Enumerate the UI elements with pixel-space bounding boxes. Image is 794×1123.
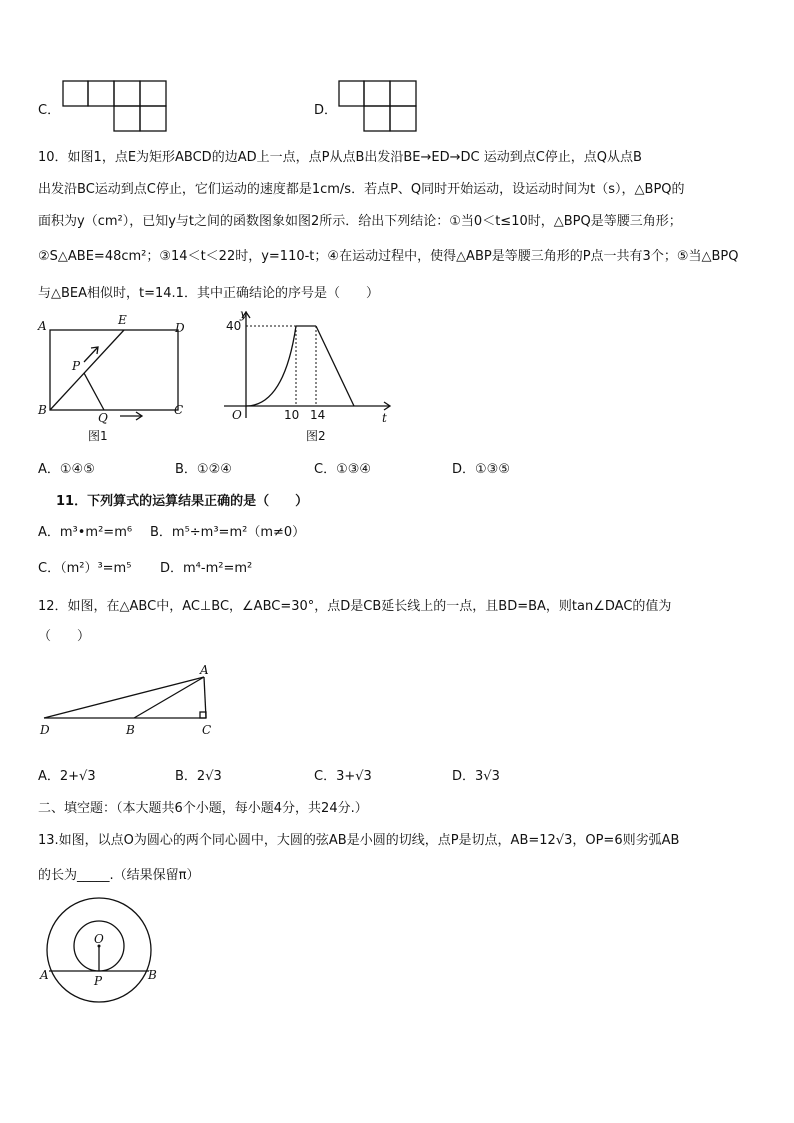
q10-line-1: 10．如图1，点E为矩形ABCD的边AD上一点，点P从点B出发沿BE→ED→DC 运动到点C停止，点Q从点B [38, 150, 642, 165]
q13-figure [34, 895, 164, 1015]
label-a: A [38, 319, 47, 333]
label-o: O [94, 932, 104, 946]
falling-segment [316, 326, 354, 406]
q13-line-2: 的长为_____.（结果保留π） [38, 868, 200, 883]
label-40: 40 [226, 319, 242, 333]
rectangle-abcd [50, 330, 178, 410]
label-y: y [240, 307, 247, 321]
q9-option-c-label: C． [38, 103, 61, 118]
label-c: C [174, 403, 184, 417]
q12-line-1: 12．如图，在△ABC中，AC⊥BC，∠ABC=30°，点D是CB延长线上的一点，且BD=BA，则tan∠DAC的值为 [38, 599, 672, 614]
label-14: 14 [310, 408, 326, 422]
label-b: B [148, 968, 157, 982]
q9d-square-4 [364, 106, 390, 131]
q9c-square-1 [63, 81, 88, 106]
label-q: Q [98, 411, 108, 425]
q9d-square-1 [339, 81, 364, 106]
label-o: O [232, 408, 242, 422]
q9-option-c-figure [62, 80, 168, 132]
q11-option-c: C．（m²）³=m⁵ [38, 561, 132, 576]
label-e: E [118, 313, 127, 327]
q10-figure-2 [220, 306, 396, 446]
q9d-square-5 [390, 106, 416, 131]
label-c: C [202, 723, 212, 737]
label-a: A [200, 663, 209, 677]
q10-option-d: D．①③⑤ [452, 462, 510, 477]
q12-option-c: C．3+√3 [314, 769, 372, 784]
q12-line-2: （ ） [38, 629, 91, 644]
q11-option-d: D．m⁴-m²=m² [160, 561, 253, 576]
label-p: P [94, 974, 103, 988]
q11-stem: 11．下列算式的运算结果正确的是（ ） [56, 494, 309, 509]
q9c-square-2 [88, 81, 114, 106]
q12-figure [34, 660, 224, 740]
segment-be [50, 330, 124, 410]
q9c-square-6 [140, 106, 166, 131]
label-b: B [38, 403, 47, 417]
q12-option-d: D．3√3 [452, 769, 500, 784]
q9-option-d-figure [338, 80, 420, 132]
q10-option-c: C．①③④ [314, 462, 372, 477]
segment-ba [134, 677, 204, 718]
curve-segment [246, 326, 296, 406]
q11-option-a: A．m³•m²=m⁶ [38, 525, 133, 540]
q10-line-4: ②S△ABE=48cm²；③14＜t＜22时，y=110-t；④在运动过程中，使得△ABP是等腰三角形的P点一共有3个；⑤当△BPQ [38, 249, 739, 264]
q12-option-b: B．2√3 [175, 769, 222, 784]
segment-pq [84, 373, 104, 410]
right-angle-mark [200, 712, 206, 718]
q10-line-2: 出发沿BC运动到点C停止，它们运动的速度都是1cm/s．若点P、Q同时开始运动，设运动时间为t（s），△BPQ的 [38, 182, 685, 197]
q10-figure-1 [36, 310, 196, 450]
q11-option-b: B．m⁵÷m³=m²（m≠0） [150, 525, 306, 540]
q9d-square-2 [364, 81, 390, 106]
q10-line-3: 面积为y（cm²），已知y与t之间的函数图象如图2所示．给出下列结论：①当0＜t≤10时，△BPQ是等腰三角形； [38, 214, 682, 229]
q10-line-5: 与△BEA相似时，t=14.1．其中正确结论的序号是（ ） [38, 286, 379, 301]
q10-option-a: A．①④⑤ [38, 462, 95, 477]
figure-1-caption: 图1 [88, 429, 108, 443]
label-a: A [40, 968, 49, 982]
label-t: t [382, 411, 387, 425]
q9c-square-5 [114, 106, 140, 131]
label-d: D [175, 321, 185, 335]
q10-option-b: B．①②④ [175, 462, 232, 477]
figure-2-caption: 图2 [306, 429, 326, 443]
q12-option-a: A．2+√3 [38, 769, 96, 784]
label-10: 10 [284, 408, 300, 422]
label-b: B [126, 723, 135, 737]
segment-da [44, 677, 204, 718]
section-2-title: 二、填空题：（本大题共6个小题，每小题4分，共24分.） [38, 801, 368, 816]
q9c-square-4 [140, 81, 166, 106]
q13-line-1: 13.如图，以点O为圆心的两个同心圆中，大圆的弦AB是小圆的切线，点P是切点，AB=12√3，OP=6则劣弧AB [38, 833, 680, 848]
q9c-square-3 [114, 81, 140, 106]
label-d: D [40, 723, 50, 737]
q9d-square-3 [390, 81, 416, 106]
q9-option-d-label: D． [314, 103, 338, 118]
label-p: P [72, 359, 81, 373]
